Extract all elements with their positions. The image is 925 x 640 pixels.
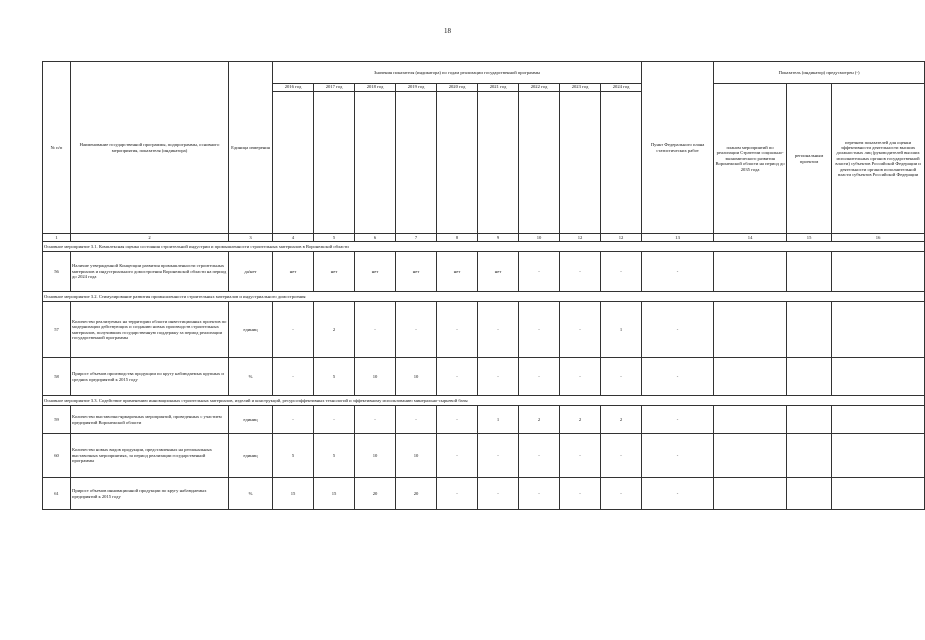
row-unit: единиц	[229, 434, 273, 478]
header-year-body	[560, 92, 601, 234]
row-value: -	[560, 478, 601, 510]
column-number: 6	[355, 234, 396, 242]
header-year: 2024 год	[601, 84, 642, 92]
header-year-body	[519, 92, 560, 234]
column-number: 9	[478, 234, 519, 242]
row-value: -	[273, 406, 314, 434]
row-value: 10	[396, 358, 437, 396]
row-assessment	[832, 252, 925, 292]
row-value: 2	[314, 302, 355, 358]
column-number: 8	[437, 234, 478, 242]
row-value: -	[437, 302, 478, 358]
row-unit: единиц	[229, 302, 273, 358]
header-year: 2023 год	[560, 84, 601, 92]
row-regional	[787, 406, 832, 434]
section-title: Основное мероприятие 3.2. Стимулирование развития промышленности строительных материалов и индустриального домостроения	[43, 292, 925, 302]
row-value: 2	[519, 406, 560, 434]
section-row	[43, 292, 925, 302]
header-year: 2021 год	[478, 84, 519, 92]
column-number: 10	[519, 234, 560, 242]
row-value: 2	[601, 406, 642, 434]
header-col-unit: Единица измерения	[229, 62, 273, 234]
row-value: нет	[314, 252, 355, 292]
column-number: 5	[314, 234, 355, 242]
row-federal: -	[642, 302, 714, 358]
row-value: -	[437, 478, 478, 510]
row-value: -	[519, 434, 560, 478]
row-number: 57	[43, 302, 71, 358]
row-value: 1	[601, 302, 642, 358]
table-row	[43, 434, 925, 478]
row-value: 15	[273, 478, 314, 510]
row-value: -	[478, 358, 519, 396]
indicator-table	[42, 61, 925, 510]
row-strategy	[714, 252, 787, 292]
row-regional	[787, 302, 832, 358]
row-name: Количество реализуемых на территории области инвестиционных проектов по модернизации действующих и созданию новых производств строительных материалов, получивших государственную поддержку за период реализации государственной программы	[71, 302, 229, 358]
row-number: 60	[43, 434, 71, 478]
row-strategy	[714, 302, 787, 358]
section-row	[43, 242, 925, 252]
row-assessment	[832, 302, 925, 358]
row-value: 5	[314, 434, 355, 478]
header-year-body	[478, 92, 519, 234]
row-value: -	[560, 358, 601, 396]
row-federal: -	[642, 358, 714, 396]
row-number: 56	[43, 252, 71, 292]
section-title: Основное мероприятие 3.3. Содействие применению инновационных строительных материалов, изделий и конструкций, ресурсоэффективных технологий и эффективному использованию минерально-сырьевой базы	[43, 396, 925, 406]
row-regional	[787, 434, 832, 478]
header-year-body	[273, 92, 314, 234]
row-value: -	[601, 478, 642, 510]
column-number-row	[43, 234, 925, 242]
header-group-values: Значения показателя (индикатора) по годам реализации государственной программы	[273, 62, 642, 84]
row-value: -	[519, 302, 560, 358]
row-assessment	[832, 434, 925, 478]
header-col-no: № п/п	[43, 62, 71, 234]
column-number: 1	[43, 234, 71, 242]
row-value: -	[396, 302, 437, 358]
row-value: -	[437, 406, 478, 434]
row-value: 10	[355, 358, 396, 396]
row-value: -	[355, 302, 396, 358]
header-year: 2018 год	[355, 84, 396, 92]
row-assessment	[832, 358, 925, 396]
header-year-body	[314, 92, 355, 234]
column-number: 14	[714, 234, 787, 242]
row-value: -	[396, 406, 437, 434]
column-number: 4	[273, 234, 314, 242]
row-federal: -	[642, 252, 714, 292]
column-number: 15	[787, 234, 832, 242]
row-unit: да/нет	[229, 252, 273, 292]
row-value: -	[355, 406, 396, 434]
header-col-name: Наименование государственной программы, подпрограммы, основного мероприятия, показателя (индикатора)	[71, 62, 229, 234]
section-row	[43, 396, 925, 406]
column-number: 13	[642, 234, 714, 242]
row-value: нет	[355, 252, 396, 292]
row-value: нет	[478, 252, 519, 292]
row-value: -	[601, 358, 642, 396]
row-strategy	[714, 406, 787, 434]
header-year: 2016 год	[273, 84, 314, 92]
row-value: -	[560, 302, 601, 358]
row-value: -	[560, 434, 601, 478]
row-value: -	[519, 252, 560, 292]
section-title: Основное мероприятие 3.1. Комплексная оценка состояния строительной индустрии и промышленности строительных материалов в Воронежской области	[43, 242, 925, 252]
row-value: -	[601, 434, 642, 478]
header-year: 2019 год	[396, 84, 437, 92]
table-row	[43, 302, 925, 358]
row-value: -	[560, 252, 601, 292]
header-row-1	[43, 62, 925, 84]
row-value: -	[478, 302, 519, 358]
column-number: 3	[229, 234, 273, 242]
row-value: 20	[355, 478, 396, 510]
row-strategy	[714, 358, 787, 396]
row-federal: -	[642, 406, 714, 434]
header-year-body	[396, 92, 437, 234]
row-federal: -	[642, 478, 714, 510]
row-unit: %	[229, 478, 273, 510]
header-year-body	[601, 92, 642, 234]
row-regional	[787, 478, 832, 510]
column-number: 12	[560, 234, 601, 242]
row-federal: -	[642, 434, 714, 478]
header-year: 2017 год	[314, 84, 355, 92]
row-value: -	[478, 434, 519, 478]
column-number: 7	[396, 234, 437, 242]
row-unit: единиц	[229, 406, 273, 434]
row-value: нет	[437, 252, 478, 292]
header-col-assessment: перечнем показателей для оценки эффективности деятельности высших должностных лиц (руководителей высших исполнительных органов государственной власти) субъектов Российской Федерации и деятельности органов исполнительной власти субъектов Российской Федерации	[832, 84, 925, 234]
row-value: 1	[478, 406, 519, 434]
row-name: Количество выставочно-ярмарочных мероприятий, проведенных с участием предприятий Воронежской области	[71, 406, 229, 434]
header-year: 2020 год	[437, 84, 478, 92]
row-unit: %	[229, 358, 273, 396]
header-group-links: Показатель (индикатор) предусмотрен (-)	[714, 62, 925, 84]
row-number: 58	[43, 358, 71, 396]
table-row	[43, 406, 925, 434]
row-regional	[787, 358, 832, 396]
table-row	[43, 252, 925, 292]
row-value: 5	[314, 358, 355, 396]
header-year-body	[437, 92, 478, 234]
row-value: -	[273, 358, 314, 396]
column-number: 12	[601, 234, 642, 242]
header-col-federal: Пункт Федерального плана статистических работ	[642, 62, 714, 234]
header-year-body	[355, 92, 396, 234]
column-number: 16	[832, 234, 925, 242]
row-name: Количество новых видов продукции, представленных на региональных выставочных мероприятиях, за период реализации государственной программы	[71, 434, 229, 478]
row-value: нет	[273, 252, 314, 292]
row-assessment	[832, 478, 925, 510]
row-value: -	[519, 358, 560, 396]
row-name: Наличие утвержденной Концепции развития промышленности строительных материалов и индустриального домостроения Воронежской области на период до 2024 года	[71, 252, 229, 292]
row-number: 61	[43, 478, 71, 510]
row-number: 59	[43, 406, 71, 434]
row-value: нет	[396, 252, 437, 292]
column-number: 2	[71, 234, 229, 242]
table-row	[43, 358, 925, 396]
row-value: 10	[355, 434, 396, 478]
row-regional	[787, 252, 832, 292]
row-value: -	[519, 478, 560, 510]
row-strategy	[714, 434, 787, 478]
row-value: -	[601, 252, 642, 292]
row-assessment	[832, 406, 925, 434]
row-strategy	[714, 478, 787, 510]
row-value: -	[314, 406, 355, 434]
row-name: Прирост объемов производства продукции по кругу наблюдаемых крупных и средних предприятий к 2015 году	[71, 358, 229, 396]
header-col-regional: региональным проектом	[787, 84, 832, 234]
row-value: 10	[396, 434, 437, 478]
row-name: Прирост объемов инновационной продукции по кругу наблюдаемых предприятий к 2015 году	[71, 478, 229, 510]
row-value: -	[437, 434, 478, 478]
header-col-strategy: планом мероприятий по реализации Стратегии социально-экономического развития Воронежской области на период до 2035 года	[714, 84, 787, 234]
row-value: 2	[560, 406, 601, 434]
row-value: -	[437, 358, 478, 396]
page-number: 18	[444, 27, 451, 35]
row-value: 5	[273, 434, 314, 478]
row-value: -	[478, 478, 519, 510]
header-year: 2022 год	[519, 84, 560, 92]
row-value: -	[273, 302, 314, 358]
table-row	[43, 478, 925, 510]
row-value: 20	[396, 478, 437, 510]
row-value: 15	[314, 478, 355, 510]
